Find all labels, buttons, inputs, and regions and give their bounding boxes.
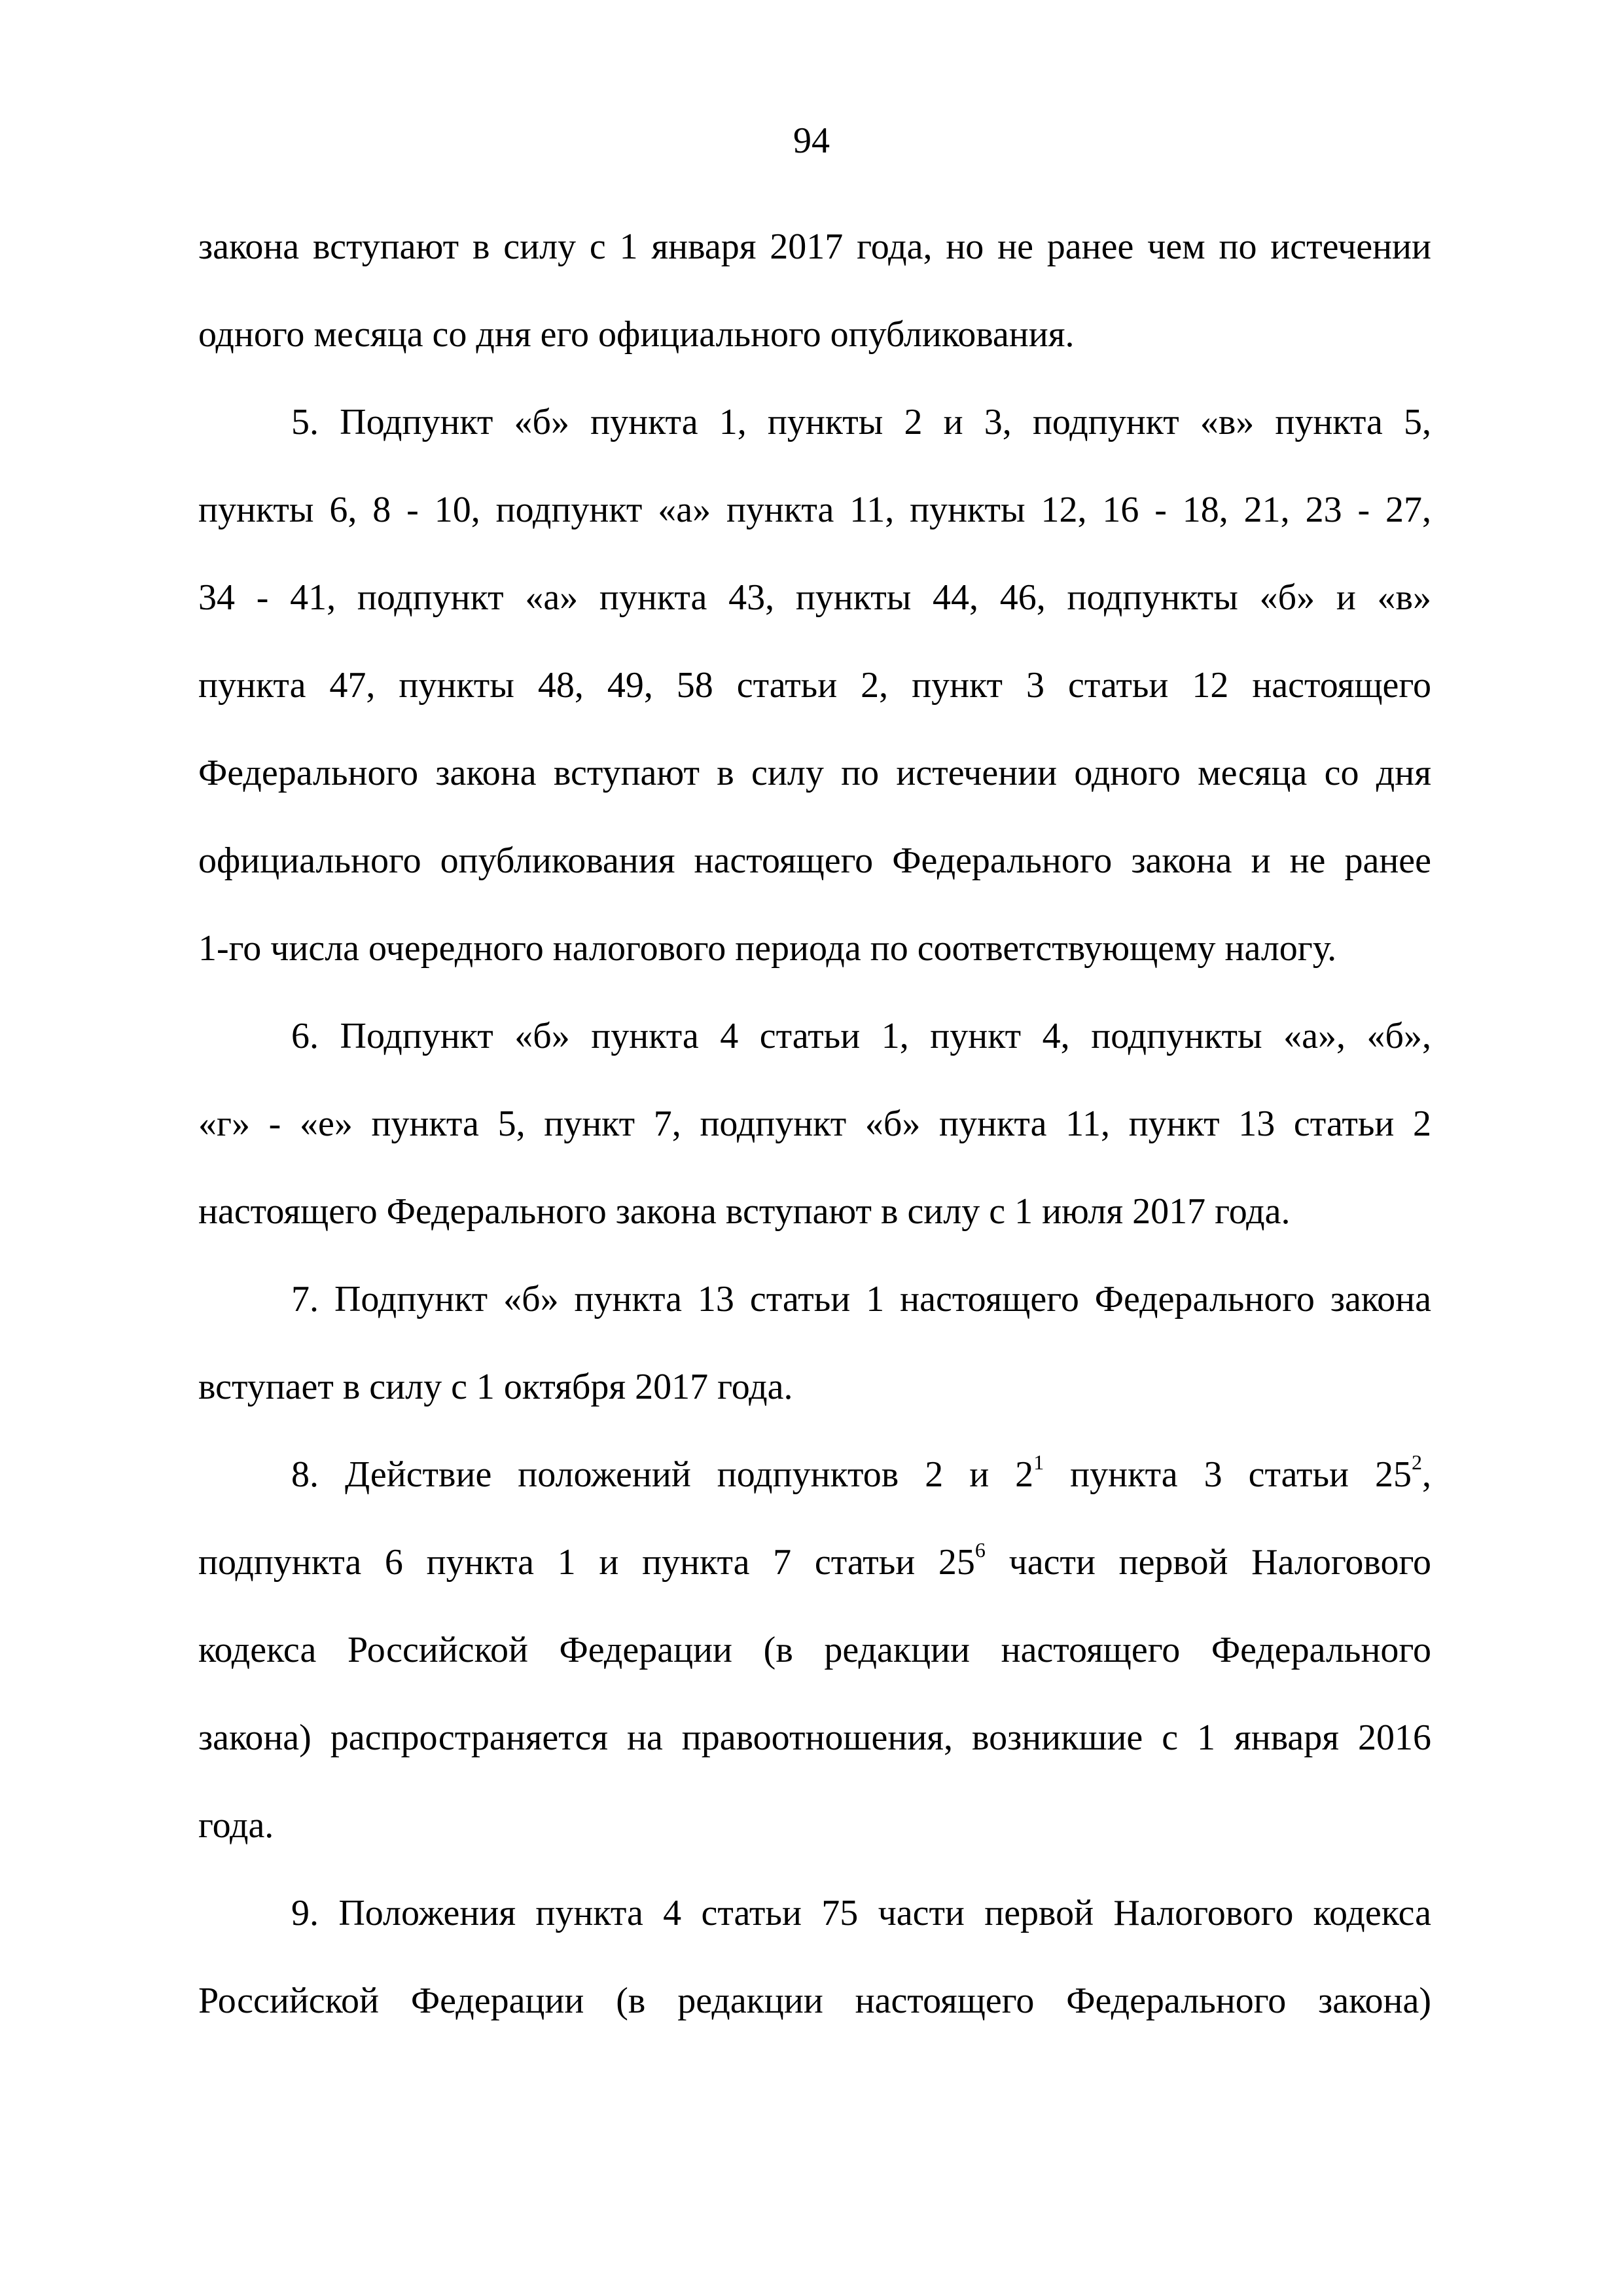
text-line: вступает в силу с 1 октября 2017 года. [198,1367,793,1407]
text-line: 9. Положения пункта 4 статьи 75 части первой Налогового кодекса [291,1893,1431,1933]
superscript: 1 [1033,1450,1044,1475]
document-body [198,203,1431,2045]
text-segment: 8. Действие положений подпунктов 2 и 2 [291,1454,1034,1495]
paragraph-6 [198,992,1431,1255]
text-segment: пункта 3 статьи 25 [1044,1454,1412,1495]
text-line: пункта 47, пункты 48, 49, 58 статьи 2, пункт 3 статьи 12 настоящего [198,665,1431,706]
text-line [198,1431,1431,1518]
superscript: 6 [974,1538,986,1562]
text-line: 34 - 41, подпункт «а» пункта 43, пункты 44, 46, подпункты «б» и «в» [198,577,1431,618]
text-line: пункты 6, 8 - 10, подпункт «а» пункта 11, пункты 12, 16 - 18, 21, 23 - 27, [198,490,1431,530]
text-line: 1-го числа очередного налогового периода по соответствующему налогу. [198,928,1337,969]
text-line: официального опубликования настоящего Федерального закона и не ранее [198,840,1431,881]
paragraph-5 [198,378,1431,992]
paragraph-continuation [198,203,1431,378]
superscript: 2 [1412,1450,1422,1475]
text-segment: , [1422,1454,1431,1495]
text-line: 6. Подпункт «б» пункта 4 статьи 1, пункт 4, подпункты «а», «б», [291,1016,1431,1056]
text-line: Федерального закона вступают в силу по истечении одного месяца со дня [198,753,1431,793]
text-segment: части первой Налогового [985,1542,1432,1583]
text-line: закона) распространяется на правоотношения, возникшие с 1 января 2016 [198,1717,1431,1758]
page-number: 94 [793,120,830,161]
text-line: настоящего Федерального закона вступают в силу с 1 июля 2017 года. [198,1191,1291,1232]
text-line [198,1518,1431,1606]
text-line: одного месяца со дня его официального опубликования. [198,314,1075,355]
paragraph-7 [198,1255,1431,1431]
text-line: 5. Подпункт «б» пункта 1, пункты 2 и 3, подпункт «в» пункта 5, [291,402,1431,442]
text-line: 7. Подпункт «б» пункта 13 статьи 1 настоящего Федерального закона [291,1279,1431,1319]
text-line: «г» - «е» пункта 5, пункт 7, подпункт «б» пункта 11, пункт 13 статьи 2 [198,1103,1431,1144]
text-line: года. [198,1805,274,1846]
text-segment: подпункта 6 пункта 1 и пункта 7 статьи 25 [198,1542,975,1583]
text-line: закона вступают в силу с 1 января 2017 года, но не ранее чем по истечении [198,226,1431,267]
paragraph-8 [198,1431,1431,1869]
text-line: Российской Федерации (в редакции настоящего Федерального закона) [198,1981,1431,2021]
text-line: кодекса Российской Федерации (в редакции настоящего Федерального [198,1630,1431,1670]
paragraph-9 [198,1869,1431,2045]
